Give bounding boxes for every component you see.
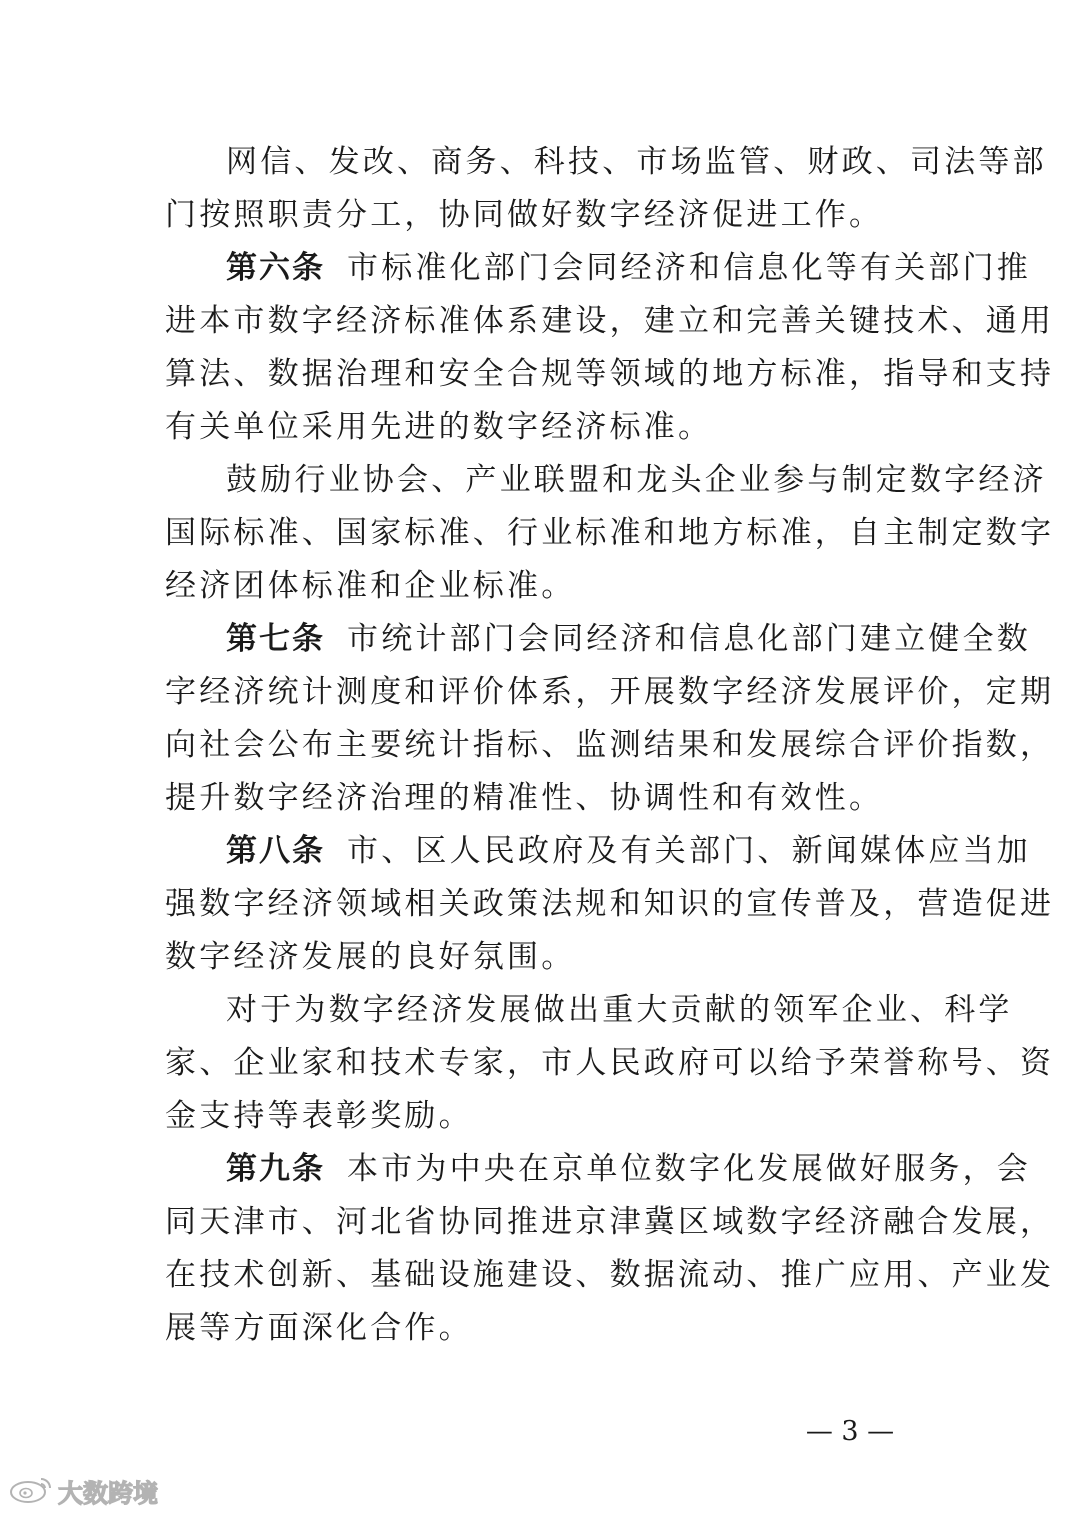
paragraph-line: 第八条 市、区人民政府及有关部门、新闻媒体应当加 — [226, 833, 1031, 869]
paragraph-line: 展等方面深化合作。 — [165, 1310, 473, 1346]
paragraph-line: 国际标准、国家标准、行业标准和地方标准，自主制定数字 — [165, 515, 1055, 551]
paragraph-line: 在技术创新、基础设施建设、数据流动、推广应用、产业发 — [165, 1257, 1055, 1293]
watermark — [8, 1474, 158, 1510]
paragraph-line: 提升数字经济治理的精准性、协调性和有效性。 — [165, 780, 884, 816]
paragraph-line: 第九条 本市为中央在京单位数字化发展做好服务，会 — [226, 1151, 1031, 1187]
paragraph-line: 鼓励行业协会、产业联盟和龙头企业参与制定数字经济 — [226, 462, 1047, 498]
paragraph-line: 字经济统计测度和评价体系，开展数字经济发展评价，定期 — [165, 674, 1055, 710]
paragraph-line: 经济团体标准和企业标准。 — [165, 568, 576, 604]
paragraph-line: 家、企业家和技术专家，市人民政府可以给予荣誉称号、资 — [165, 1045, 1055, 1081]
article-heading: 第六条 — [226, 250, 325, 286]
paragraph-line: 向社会公布主要统计指标、监测结果和发展综合评价指数， — [165, 727, 1055, 763]
weibo-icon — [8, 1474, 56, 1510]
paragraph-line: 进本市数字经济标准体系建设，建立和完善关键技术、通用 — [165, 303, 1055, 339]
page-number: — 3 — — [805, 1416, 895, 1447]
paragraph-line: 对于为数字经济发展做出重大贡献的领军企业、科学 — [226, 992, 1013, 1028]
paragraph-line: 同天津市、河北省协同推进京津冀区域数字经济融合发展， — [165, 1204, 1055, 1240]
article-heading: 第八条 — [226, 833, 325, 869]
article-heading: 第九条 — [226, 1151, 325, 1187]
paragraph-line: 算法、数据治理和安全合规等领域的地方标准，指导和支持 — [165, 356, 1055, 392]
paragraph-line: 有关单位采用先进的数字经济标准。 — [165, 409, 713, 445]
watermark-text: 大数跨境 — [58, 1479, 159, 1508]
paragraph-line: 第七条 市统计部门会同经济和信息化部门建立健全数 — [226, 621, 1031, 657]
article-heading: 第七条 — [226, 621, 325, 657]
paragraph-line: 网信、发改、商务、科技、市场监管、财政、司法等部 — [226, 144, 1047, 180]
paragraph-line: 数字经济发展的良好氛围。 — [165, 939, 576, 975]
paragraph-line: 金支持等表彰奖励。 — [165, 1098, 473, 1134]
paragraph-line: 门按照职责分工，协同做好数字经济促进工作。 — [165, 197, 884, 233]
paragraph-line: 强数字经济领域相关政策法规和知识的宣传普及，营造促进 — [165, 886, 1055, 922]
paragraph-line: 第六条 市标准化部门会同经济和信息化等有关部门推 — [226, 250, 1031, 286]
